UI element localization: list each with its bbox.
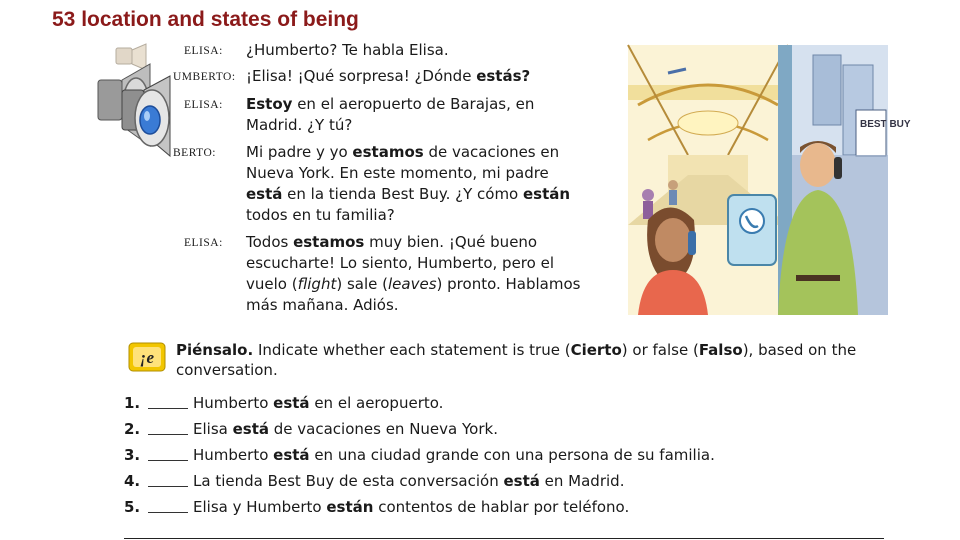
speaker-label: ELISA: — [184, 99, 223, 111]
answer-blank[interactable] — [148, 434, 188, 435]
item-number: 2. — [124, 420, 141, 438]
speaker-label: UMBERTO: — [173, 71, 236, 83]
bottom-divider — [124, 538, 884, 539]
dialog-text: Estoy en el aeropuerto de Barajas, en Madrid. ¿Y tú? — [246, 95, 535, 134]
speaker-label: ELISA: — [184, 45, 223, 57]
list-item — [124, 497, 824, 523]
speaker-label: ELISA: — [184, 237, 223, 249]
item-number: 1. — [124, 394, 141, 412]
e-activity-badge-icon — [128, 342, 166, 372]
item-statement: Elisa y Humberto están contentos de hablar por teléfono. — [193, 498, 630, 516]
list-item — [124, 419, 824, 445]
statement-list — [124, 393, 824, 523]
answer-blank[interactable] — [148, 486, 188, 487]
answer-blank[interactable] — [148, 460, 188, 461]
list-item — [124, 393, 824, 419]
item-number: 5. — [124, 498, 141, 516]
dialog-text: ¡Elisa! ¡Qué sorpresa! ¿Dónde estás? — [246, 67, 531, 85]
dialog-text: Todos estamos muy bien. ¡Qué bueno escucharte! Lo siento, Humberto, pero el vuelo (flight) sale (leaves) pronto. Hablamos más mañana. Adiós. — [246, 233, 581, 314]
item-statement: Humberto está en el aeropuerto. — [193, 394, 444, 412]
slide-title: 53 location and states of being — [52, 8, 359, 31]
piensalo-title: Piénsalo. — [176, 341, 254, 359]
piensalo-instruction — [176, 340, 866, 380]
item-statement: Humberto está en una ciudad grande con una persona de su familia. — [193, 446, 715, 464]
item-statement: La tienda Best Buy de esta conversación está en Madrid. — [193, 472, 625, 490]
phone-call-illustration — [628, 45, 911, 315]
list-item — [124, 445, 824, 471]
badge-text: ¡e — [139, 348, 155, 367]
list-item — [124, 471, 824, 497]
item-number: 3. — [124, 446, 141, 464]
best-buy-sign: BEST BUY — [860, 119, 911, 130]
piensalo-text: Indicate whether each statement is true (Cierto) or false (Falso), based on the conversation. — [176, 341, 857, 379]
answer-blank[interactable] — [148, 408, 188, 409]
answer-blank[interactable] — [148, 512, 188, 513]
dialog-text: ¿Humberto? Te habla Elisa. — [246, 41, 449, 59]
audio-speaker-icon[interactable] — [92, 46, 182, 158]
item-statement: Elisa está de vacaciones en Nueva York. — [193, 420, 498, 438]
item-number: 4. — [124, 472, 141, 490]
dialog-text: Mi padre y yo estamos de vacaciones en Nueva York. En este momento, mi padre está en la tienda Best Buy. ¿Y cómo están todos en tu familia? — [246, 143, 571, 224]
speaker-label: BERTO: — [173, 147, 216, 159]
